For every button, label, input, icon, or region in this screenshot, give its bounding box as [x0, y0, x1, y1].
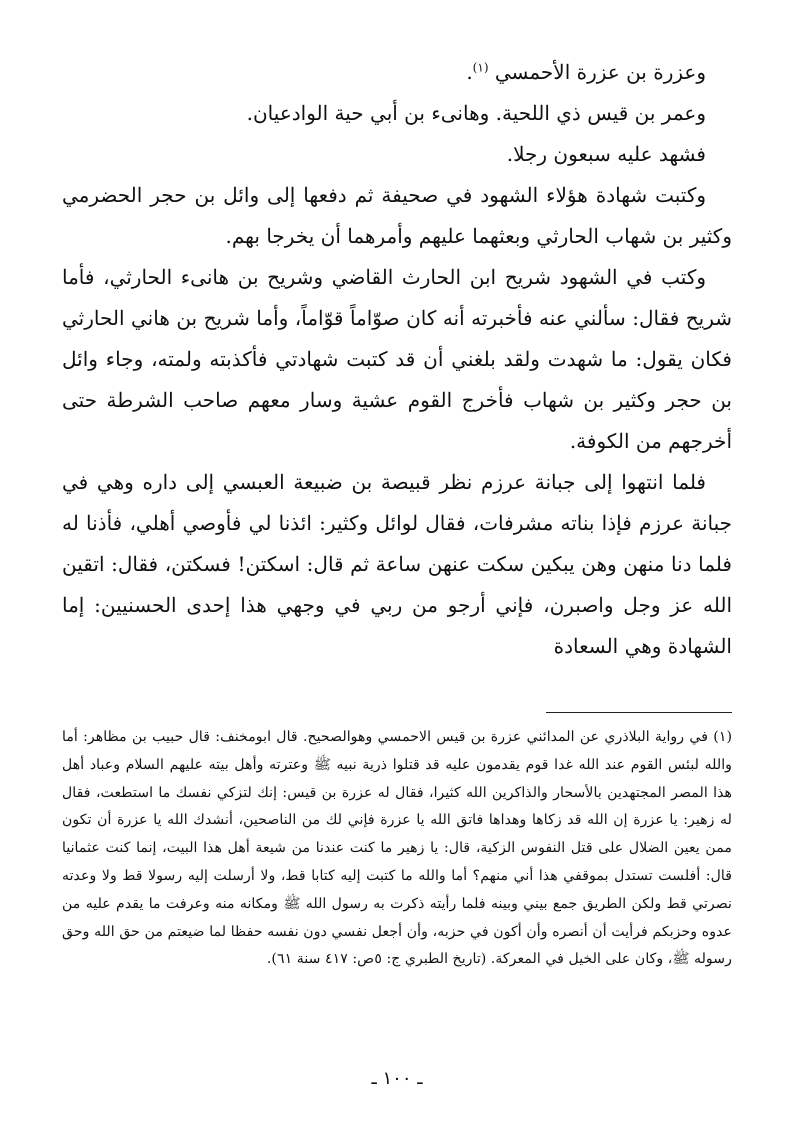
paragraph-1-end: .	[466, 60, 473, 84]
paragraph-3: فشهد عليه سبعون رجلا.	[506, 142, 706, 166]
paragraph-4: وكتبت شهادة هؤلاء الشهود في صحيفة ثم دفعها إلى وائل بن حجر الحضرمي وكثير بن شهاب الحارثي وبعثهما عليهم وأمرهما أن يخرجا بهم.	[62, 183, 732, 248]
page-number: ـ ١٠٠ ـ	[371, 1068, 423, 1089]
footnote-divider	[546, 712, 732, 713]
footnote: (١) في رواية البلاذري عن المدائني عزرة بن قيس الاحمسي وهوالصحيح. قال ابومخنف: قال حبيب بن مظاهر: أما والله لبئس القوم عند الله غدا قوم يقدمون عليه قد قتلوا ذرية نبيه ﷺ وعترته وأهل بيته عليهم السلام وعباد أهل هذا المصر المجتهدين بالأسحار والذاكرين الله كثيرا، فقال له عزرة بن قيس: إنك لتزكي نفسك ما استطعت، فقال له زهير: يا عزرة إن الله قد زكاها وهداها فاتق الله يا عزرة فإني لك من الناصحين، أنشدك الله يا عزرة أن تكون ممن يعين الضلال على قتل النفوس الزكية، قال: يا زهير ما كنت عندنا من شيعة أهل هذا البيت، إنما كنت عثمانيا قال: أفلست تستدل بموقفي هذا أني منهم؟ أما والله ما كتبت إليه كتابا قط، ولا أرسلت إليه رسولا قط ولا وعدته نصرتي قط ولكن الطريق جمع بيني وبينه فلما رأيته ذكرت به رسول الله ﷺ ومكانه منه وعرفت ما يقدم عليه من عدوه وحزبكم فرأيت أن أنصره وأن أكون في حزبه، وأن أجعل نفسي دون نفسه حفظا لما ضيعتم من حق الله وحق رسوله ﷺ، وكان على الخيل في المعركة. (تاريخ الطبري ج: ٥ص: ٤١٧ سنة ٦١).	[62, 729, 733, 968]
paragraph-2: وعمر بن قيس ذي اللحية. وهانىء بن أبي حية الوادعيان.	[246, 101, 706, 125]
paragraph-1-text: وعزرة بن عزرة الأحمسي	[494, 60, 706, 84]
paragraph-6: فلما انتهوا إلى جبانة عرزم نظر قبيصة بن ضبيعة العبسي إلى داره وهي في جبانة عرزم فإذا بناته مشرفات، فقال لوائل وكثير: ائذنا لي فأوصي أهلي، فأذنا له فلما دنا منهن وهن يبكين سكت عنهن ساعة ثم قال: اسكتن! فسكتن، فقال: اتقين الله عز وجل واصبرن، فإني أرجو من ربي في وجهي هذا إحدى الحسنيين: إما الشهادة وهي السعادة	[62, 470, 732, 658]
footnote-reference[interactable]: (١)	[472, 60, 489, 75]
paragraph-5: وكتب في الشهود شريح ابن الحارث القاضي وشريح بن هانىء الحارثي، فأما شريح فقال: سألني عنه فأخبرته أنه كان صوّاماً قوّاماً، وأما شريح بن هاني الحارثي فكان يقول: ما شهدت ولقد بلغني أن قد كتبت شهادتي فأكذبته ولمته، وجاء وائل بن حجر وكثير بن شهاب فأخرج القوم عشية وسار معهم صاحب الشرطة حتى أخرجهم من الكوفة.	[62, 265, 732, 453]
main-text	[62, 52, 732, 667]
paragraph-1	[62, 52, 732, 93]
